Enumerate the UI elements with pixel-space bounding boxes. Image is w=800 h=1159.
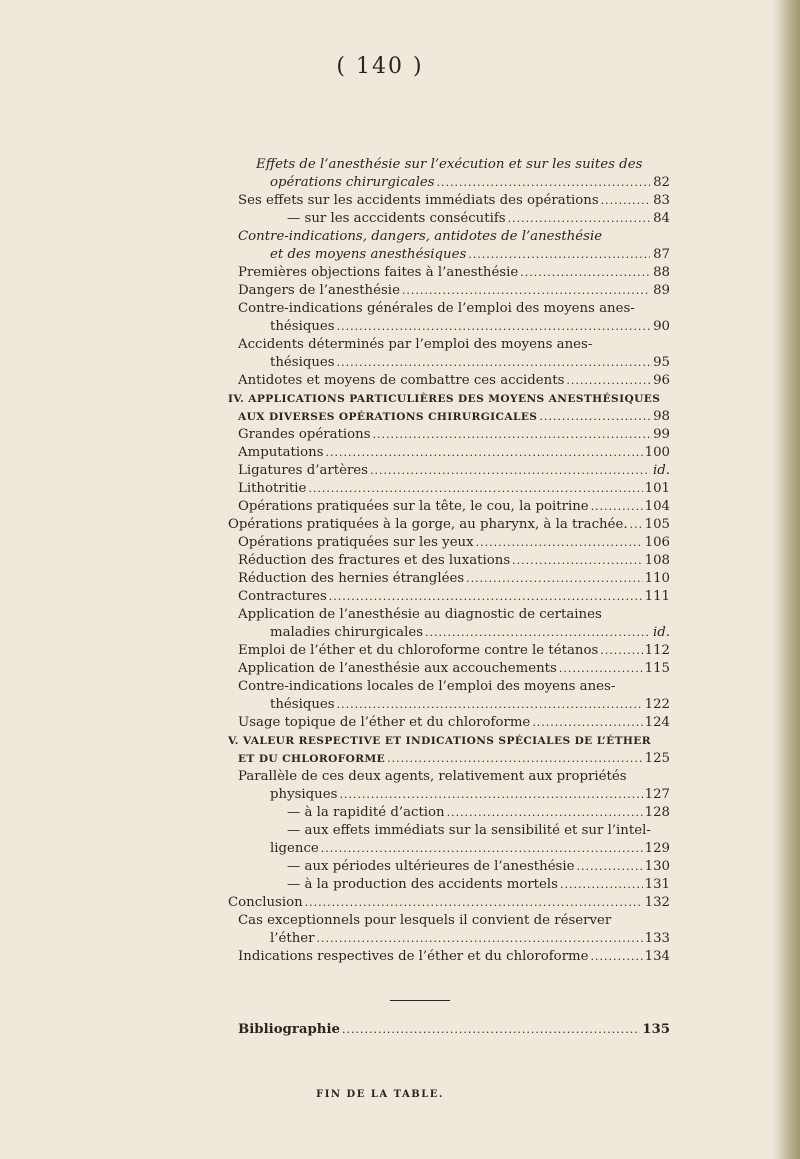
toc-entry-6: Premières objections faites à l’anesthésie ..... 88 [238,264,670,282]
bibliography-entry: Bibliographie ..... 135 [238,1022,670,1037]
toc-entry-34: Parallèle de ces deux agents, relativement aux propriétés [238,769,627,784]
toc-entry-42: Cas exceptionnels pour lesquels il convient de réserver [238,913,612,928]
toc-entry-24: Contractures ..... 111 [238,588,670,606]
toc-entry-36: — à la rapidité d’action ..... 128 [287,804,670,822]
toc-entry-39: — aux périodes ultérieures de l’anesthésie ..... 130 [287,858,670,876]
toc-entry-4: Contre-indications, dangers, antidotes de l’anesthésie [238,229,603,244]
toc-entry-27: Emploi de l’éther et du chloroforme contre le tétanos ..... 112 [238,642,670,660]
toc-entry-25: Application de l’anesthésie au diagnostic de certaines [238,607,602,622]
toc-entry-23: Réduction des hernies étranglées ..... 110 [238,570,670,588]
toc-entry-3: — sur les acccidents consécutifs ..... 84 [287,210,670,228]
toc-entry-8: Contre-indications générales de l’emploi des moyens anes- [238,301,635,316]
toc-entry-9: thésiques ..... 90 [270,318,670,336]
toc-entry-33: ET DU CHLOROFORME ..... 125 [238,750,670,768]
toc-entry-0: Effets de l’anesthésie sur l’exécution et sur les suites des [256,157,643,172]
end-of-table-note: FIN DE LA TABLE. [316,1089,444,1100]
toc-entry-26: maladies chirurgicales ..... id. [270,624,670,642]
toc-entry-38: ligence ..... 129 [270,840,670,858]
toc-entry-35: physiques ..... 127 [270,786,670,804]
toc-entry-11: thésiques ..... 95 [270,354,670,372]
toc-entry-22: Réduction des fractures et des luxations ..... 108 [238,552,670,570]
toc-entry-40: — à la production des accidents mortels ..... 131 [287,876,670,894]
toc-section-v-heading: V. VALEUR RESPECTIVE ET INDICATIONS SPÉCIALES DE L’ÉTHER [228,735,651,747]
page-number: ( 140 ) [336,54,424,79]
toc-entry-19: Opérations pratiquées sur la tête, le cou, la poitrine ..... 104 [238,498,670,516]
toc-entry-20: Opérations pratiquées à la gorge, au pharynx, à la trachée. ..... 105 [228,516,670,534]
toc-entry-37: — aux effets immédiats sur la sensibilité et sur l’intel- [287,823,651,838]
toc-entry-30: thésiques ..... 122 [270,696,670,714]
toc-entry-18: Lithotritie ..... 101 [238,480,670,498]
toc-entry-1: opérations chirurgicales ..... 82 [270,174,670,192]
toc-entry-43: l’éther ..... 133 [270,930,670,948]
toc-entry-17: Ligatures d’artères ..... id. [238,462,670,480]
toc-entry-44: Indications respectives de l’éther et du chloroforme ..... 134 [238,948,670,966]
divider-rule [390,1000,450,1001]
toc-entry-29: Contre-indications locales de l’emploi des moyens anes- [238,679,616,694]
toc-entry-5: et des moyens anesthésiques ..... 87 [270,246,670,264]
toc-entry-41: Conclusion ..... 132 [228,894,670,912]
toc-entry-7: Dangers de l’anesthésie ..... 89 [238,282,670,300]
toc-entry-31: Usage topique de l’éther et du chloroforme ..... 124 [238,714,670,732]
toc-entry-21: Opérations pratiquées sur les yeux ..... 106 [238,534,670,552]
toc-entry-2: Ses effets sur les accidents immédiats des opérations ..... 83 [238,192,670,210]
toc-entry-14: AUX DIVERSES OPÉRATIONS CHIRURGICALES ..... 98 [238,408,670,426]
toc-entry-10: Accidents déterminés par l’emploi des moyens anes- [238,337,593,352]
toc-entry-16: Amputations ..... 100 [238,444,670,462]
page-edge-shadow [772,0,800,1159]
toc-entry-12: Antidotes et moyens de combattre ces accidents ..... 96 [238,372,670,390]
toc-section-iv-heading: IV. APPLICATIONS PARTICULIÈRES DES MOYENS ANESTHÉSIQUES [228,393,661,405]
toc-entry-15: Grandes opérations ..... 99 [238,426,670,444]
toc-entry-28: Application de l’anesthésie aux accouchements ..... 115 [238,660,670,678]
